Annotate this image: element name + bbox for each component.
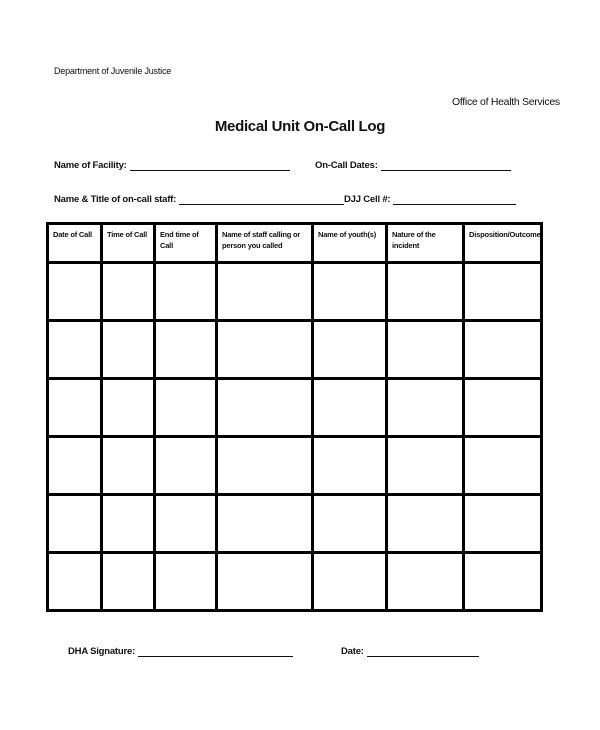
signature-field <box>68 646 293 657</box>
column-header-date-of-call: Date of Call <box>48 224 102 263</box>
oncall-dates-label: On-Call Dates: <box>315 160 378 171</box>
oncall-dates-input-line[interactable] <box>381 161 511 171</box>
facility-label: Name of Facility: <box>54 160 127 171</box>
table-cell[interactable] <box>387 321 464 379</box>
table-cell[interactable] <box>387 379 464 437</box>
table-cell[interactable] <box>48 553 102 611</box>
table-cell[interactable] <box>217 437 313 495</box>
table-cell[interactable] <box>217 495 313 553</box>
table-body <box>48 263 542 611</box>
signature-label: DHA Signature: <box>68 646 136 657</box>
table-cell[interactable] <box>155 553 217 611</box>
table-row <box>48 495 542 553</box>
on-call-log-table <box>46 222 543 612</box>
column-header-end-time-of-call: End time of Call <box>155 224 217 263</box>
facility-field <box>54 160 290 171</box>
column-header-nature-of-incident: Nature of the incident <box>387 224 464 263</box>
staff-input-line[interactable] <box>179 195 344 205</box>
page-title: Medical Unit On-Call Log <box>214 118 386 135</box>
table-cell[interactable] <box>48 437 102 495</box>
table-row <box>48 321 542 379</box>
table-cell[interactable] <box>464 379 542 437</box>
table-cell[interactable] <box>313 379 387 437</box>
table-cell[interactable] <box>155 437 217 495</box>
table-cell[interactable] <box>313 437 387 495</box>
staff-label: Name & Title of on-call staff: <box>54 194 177 205</box>
table-cell[interactable] <box>48 321 102 379</box>
column-header-disposition: Disposition/Outcome <box>464 224 542 263</box>
department-name: Department of Juvenile Justice <box>54 66 172 76</box>
table-cell[interactable] <box>313 495 387 553</box>
table-cell[interactable] <box>217 553 313 611</box>
table-cell[interactable] <box>464 437 542 495</box>
table-cell[interactable] <box>102 379 155 437</box>
table-header-row <box>48 224 542 263</box>
table-cell[interactable] <box>102 321 155 379</box>
table-row <box>48 379 542 437</box>
cell-label: DJJ Cell #: <box>344 194 391 205</box>
table-cell[interactable] <box>102 263 155 321</box>
office-name: Office of Health Services <box>452 96 560 108</box>
cell-input-line[interactable] <box>393 195 516 205</box>
date-field <box>341 646 479 657</box>
table-cell[interactable] <box>217 379 313 437</box>
table-cell[interactable] <box>313 263 387 321</box>
cell-field <box>344 194 516 205</box>
table-cell[interactable] <box>48 263 102 321</box>
table-cell[interactable] <box>155 379 217 437</box>
date-label: Date: <box>341 646 364 657</box>
table-cell[interactable] <box>464 263 542 321</box>
oncall-dates-field <box>315 160 511 171</box>
column-header-time-of-call: Time of Call <box>102 224 155 263</box>
staff-field <box>54 194 344 205</box>
table-cell[interactable] <box>387 263 464 321</box>
table-cell[interactable] <box>464 553 542 611</box>
table-cell[interactable] <box>313 553 387 611</box>
signature-input-line[interactable] <box>138 647 293 657</box>
table-cell[interactable] <box>313 321 387 379</box>
table-cell[interactable] <box>102 553 155 611</box>
table-cell[interactable] <box>155 321 217 379</box>
table-cell[interactable] <box>102 495 155 553</box>
column-header-staff-calling: Name of staff calling or person you called <box>217 224 313 263</box>
facility-input-line[interactable] <box>130 161 290 171</box>
table-row <box>48 263 542 321</box>
table-row <box>48 437 542 495</box>
table-cell[interactable] <box>387 495 464 553</box>
table-cell[interactable] <box>102 437 155 495</box>
table-cell[interactable] <box>464 495 542 553</box>
table-cell[interactable] <box>217 321 313 379</box>
date-input-line[interactable] <box>367 647 479 657</box>
table-cell[interactable] <box>155 263 217 321</box>
table-cell[interactable] <box>217 263 313 321</box>
table-cell[interactable] <box>48 379 102 437</box>
table-cell[interactable] <box>48 495 102 553</box>
table-cell[interactable] <box>387 553 464 611</box>
column-header-name-of-youth: Name of youth(s) <box>313 224 387 263</box>
table-cell[interactable] <box>155 495 217 553</box>
table-cell[interactable] <box>464 321 542 379</box>
table-cell[interactable] <box>387 437 464 495</box>
table-row <box>48 553 542 611</box>
